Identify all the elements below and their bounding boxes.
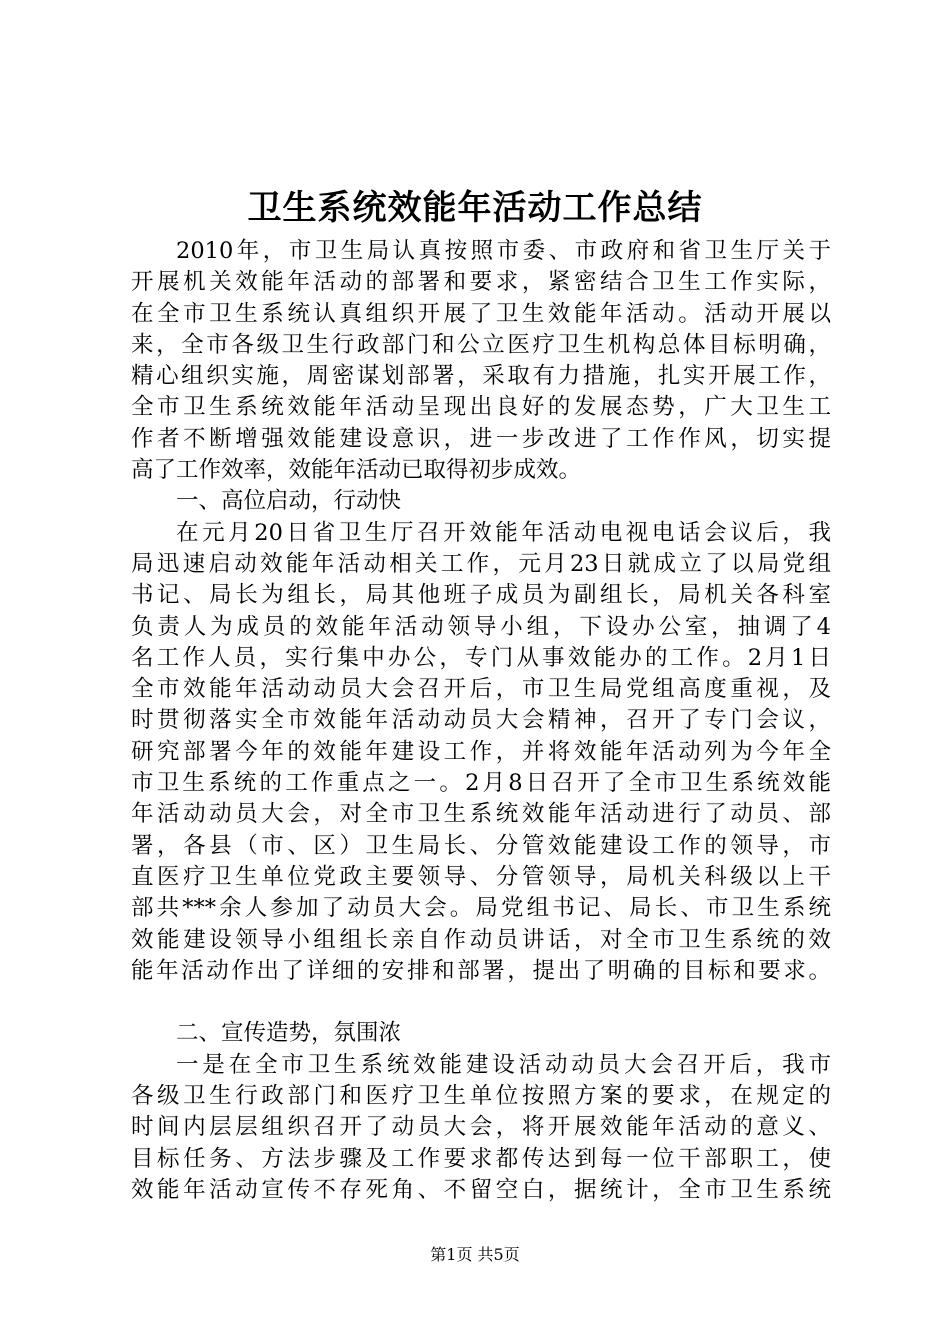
- paragraph-line: 精心组织实施，周密谋划部署，采取有力措施，扎实开展工作，: [131, 363, 831, 390]
- paragraph-line: 负责人为成员的效能年活动领导小组，下设办公室，抽调了4: [131, 613, 831, 640]
- paragraph-line: 效能建设领导小组组长亲自作动员讲话，对全市卫生系统的效: [131, 926, 831, 953]
- page-number: 第1页 共5页: [430, 1245, 520, 1264]
- paragraph-line: 全市效能年活动动员大会召开后，市卫生局党组高度重视，及: [131, 676, 831, 703]
- paragraph-line: 目标任务、方法步骤及工作要求都传达到每一位干部职工，使: [131, 1145, 831, 1172]
- paragraph-line: 局迅速启动效能年活动相关工作，元月23日就成立了以局党组: [131, 550, 831, 577]
- document-title: 卫生系统效能年活动工作总结: [247, 188, 703, 228]
- paragraph-line: 各级卫生行政部门和医疗卫生单位按照方案的要求，在规定的: [131, 1083, 831, 1110]
- section-heading: 二、宣传造势，氛围浓: [176, 1020, 402, 1047]
- paragraph-line: 市卫生系统的工作重点之一。2月8日召开了全市卫生系统效能: [131, 770, 831, 797]
- paragraph-line: 开展机关效能年活动的部署和要求，紧密结合卫生工作实际，: [131, 269, 831, 296]
- paragraph-line: 能年活动作出了详细的安排和部署，提出了明确的目标和要求。: [131, 957, 831, 984]
- paragraph-line: 名工作人员，实行集中办公，专门从事效能办的工作。2月1日: [131, 644, 831, 671]
- paragraph-line: 在元月20日省卫生厅召开效能年活动电视电话会议后，我: [176, 519, 831, 546]
- paragraph-line: 全市卫生系统效能年活动呈现出良好的发展态势，广大卫生工: [131, 394, 831, 421]
- paragraph-line: 署，各县（市、区）卫生局长、分管效能建设工作的领导，市: [131, 832, 831, 859]
- document-body: [131, 236, 831, 1206]
- paragraph-line: 效能年活动宣传不存死角、不留空白，据统计，全市卫生系统: [131, 1176, 831, 1203]
- paragraph-line: 来，全市各级卫生行政部门和公立医疗卫生机构总体目标明确，: [131, 331, 831, 358]
- paragraph-line: 作者不断增强效能建设意识，进一步改进了工作作风，切实提: [131, 425, 831, 452]
- paragraph-line: 在全市卫生系统认真组织开展了卫生效能年活动。活动开展以: [131, 300, 831, 327]
- blank-line: [131, 987, 831, 1018]
- paragraph-line: 高了工作效率，效能年活动已取得初步成效。: [131, 457, 582, 484]
- paragraph-line: 2010年，市卫生局认真按照市委、市政府和省卫生厅关于: [176, 238, 831, 264]
- paragraph-line: 时贯彻落实全市效能年活动动员大会精神，召开了专门会议，: [131, 707, 831, 734]
- paragraph-line: 年活动动员大会，对全市卫生系统效能年活动进行了动员、部: [131, 801, 831, 828]
- paragraph-line: 研究部署今年的效能年建设工作，并将效能年活动列为今年全: [131, 738, 831, 765]
- section-heading: 一、高位启动，行动快: [176, 488, 402, 515]
- paragraph-line: 部共***余人参加了动员大会。局党组书记、局长、市卫生系统: [131, 895, 831, 922]
- paragraph-line: 时间内层层组织召开了动员大会，将开展效能年活动的意义、: [131, 1114, 831, 1141]
- paragraph-line: 书记、局长为组长，局其他班子成员为副组长，局机关各科室: [131, 582, 831, 609]
- paragraph-line: 直医疗卫生单位党政主要领导、分管领导，局机关科级以上干: [131, 863, 831, 890]
- paragraph-line: 一是在全市卫生系统效能建设活动动员大会召开后，我市: [176, 1051, 831, 1078]
